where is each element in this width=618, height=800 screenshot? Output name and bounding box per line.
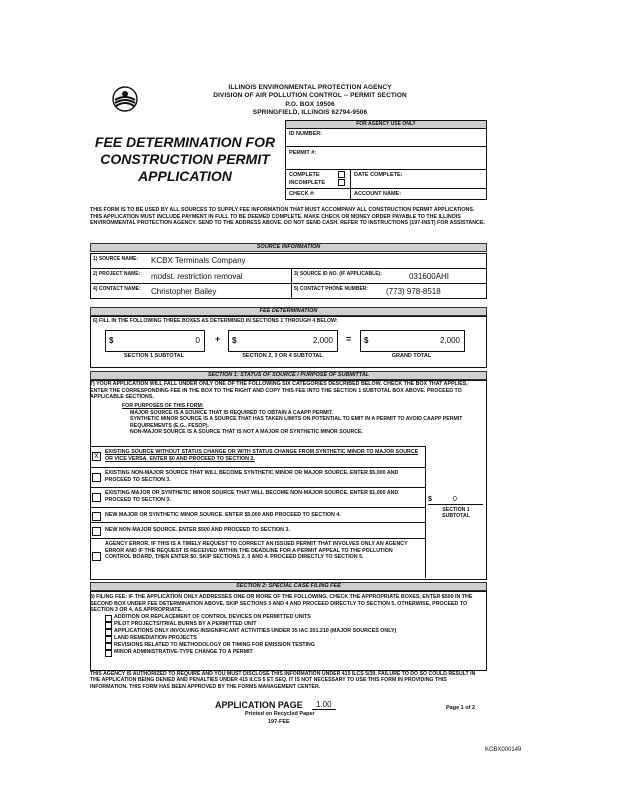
- dollar-sign-1: $: [109, 336, 114, 345]
- intro-text: THIS FORM IS TO BE USED BY ALL SOURCES TO SUPPLY FEE INFORMATION THAT MUST ACCOMPANY ALL CONSTRUCTION PERMIT APPLICATIONS. THIS APPLICATION MUST INCLUDE PAYMENT IN FULL TO BE DEEMED COMPLETE. MAKE CHECK OR MONEY ORDER PAYABLE TO THE ILLINOIS ENVIRONMENTAL PROTECTION AGENCY. SEND TO THE ADDRESS ABOVE. DO NOT SEND CASH. REFER TO INSTRUCTIONS (197-INST) FOR ASSISTANCE.: [90, 207, 485, 227]
- complete-label: COMPLETE: [289, 172, 320, 178]
- emission-testing-item: REVISIONS RELATED TO METHODOLOGY OR TIMING FOR EMISSION TESTING: [114, 642, 315, 648]
- permit-label: PERMIT #:: [289, 150, 317, 156]
- complete-checkbox[interactable]: [338, 171, 345, 178]
- grand-total-caption: GRAND TOTAL: [391, 353, 432, 359]
- check-number-label: CHECK #:: [289, 191, 315, 197]
- contact-phone-label: 5) CONTACT PHONE NUMBER:: [294, 286, 369, 292]
- header-line-3: P.O. BOX 19506: [285, 100, 335, 108]
- application-page-value[interactable]: 1.00: [312, 700, 336, 710]
- plus-sign: +: [215, 334, 221, 344]
- source-info-bar: SOURCE INFORMATION: [90, 243, 487, 252]
- header-line-2: DIVISION OF AIR POLLUTION CONTROL -- PERMIT SECTION: [213, 92, 407, 100]
- source-name-row: [90, 253, 487, 269]
- contact-row: [90, 283, 487, 299]
- status-intro: 7) YOUR APPLICATION WILL FALL UNDER ONLY ONE OF THE FOLLOWING SIX CATEGORIES DESCRIBED BELOW. CHECK THE BOX THAT APPLIES, ENTER THE CORRESPONDING FEE IN THE BOX TO THE RIGHT AND COPY THIS FEE INTO THE SECTION 1 SUBTOTAL BOX ABOVE. PROCEED TO APPLICABLE SECTIONS.: [90, 381, 468, 401]
- option-agency-error: AGENCY ERROR. IF THIS IS A TIMELY REQUEST TO CORRECT AN ISSUED PERMIT THAT INVOLVES ONLY AN AGENCY ERROR AND IF THE REQUEST IS RECEIVED WITHIN THE DEADLINE FOR A PERMIT APPEAL TO THE POLLUTION CONTROL BOARD, THEN ENTER $0. SKIP SECTIONS 2, 3 AND 4. PROCEED DIRECTLY TO SECTION 5.: [105, 541, 408, 561]
- land-remediation-item: LAND REMEDIATION PROJECTS: [114, 635, 197, 641]
- option-existing-no-change: EXISTING SOURCE WITHOUT STATUS CHANGE OR WITH STATUS CHANGE FROM SYNTHETIC MINOR TO MAJOR SOURCE OR VICE VERSA. ENTER $0 AND PROCEED TO SECTION 2.: [105, 449, 419, 462]
- bates-number: KCBX000149: [485, 747, 522, 753]
- land-remediation-checkbox[interactable]: [105, 636, 112, 643]
- recycled-paper-note: Printed on Recycled Paper: [245, 711, 315, 717]
- synthetic-minor-definition: SYNTHETIC MINOR SOURCE IS A SOURCE THAT HAS TAKEN LIMITS ON POTENTIAL TO EMIT IN A PERMIT TO AVOID CAAPP PERMIT REQUIREMENTS (E.G., FESOP).: [130, 416, 463, 429]
- option-new-major-checkbox[interactable]: [92, 512, 101, 521]
- option-new-nonmajor-checkbox[interactable]: [92, 527, 101, 536]
- source-id-value[interactable]: 031600AHI: [409, 272, 450, 281]
- grand-total-value: 2,000: [439, 336, 460, 345]
- filing-fee-intro: 8) FILING FEE: IF THE APPLICATION ONLY ADDRESSES ONE OR MORE OF THE FOLLOWING, CHECK THE APPROPRIATE BOXES, ENTER $500 IN THE SECOND BOX UNDER FEE DETERMINATION ABOVE, SKIP SECTIONS 3 AND 4 AND PROCEED DIRECTLY TO SECTION 5. OTHERWISE, PROCEED TO SECTION 3 OR 4, AS APPROPRIATE.: [90, 594, 473, 614]
- account-name-label: ACCOUNT NAME:: [354, 191, 402, 197]
- project-name-value[interactable]: modst. restriction removal: [151, 272, 243, 281]
- title-line-1: FEE DETERMINATION FOR: [94, 133, 276, 150]
- project-name-label: 2) PROJECT NAME:: [93, 271, 141, 277]
- contact-phone-value[interactable]: (773) 978-8518: [386, 287, 441, 296]
- title-line-2: CONSTRUCTION PERMIT: [100, 150, 270, 167]
- page-of: Page 1 of 2: [446, 705, 476, 711]
- agency-use-bar: FOR AGENCY USE ONLY: [286, 121, 486, 129]
- insignificant-activities-checkbox[interactable]: [105, 629, 112, 636]
- id-number-label: ID NUMBER:: [289, 131, 322, 137]
- s1-subtotal-value[interactable]: 0: [453, 496, 457, 503]
- equals-sign: =: [346, 334, 352, 344]
- form-code: 197-FEE: [268, 719, 290, 725]
- grand-total-box[interactable]: [360, 330, 465, 352]
- insignificant-activities-item: APPLICATIONS ONLY INVOLVING INSIGNIFICANT ACTIVITIES UNDER 35 IAC 201.210 (MAJOR SOURCES ONLY): [114, 628, 397, 634]
- non-major-definition: NON-MAJOR SOURCE IS A SOURCE THAT IS NOT A MAJOR OR SYNTHETIC MINOR SOURCE.: [130, 429, 363, 436]
- header-line-4: SPRINGFIELD, ILLINOIS 62794-9506: [252, 108, 368, 116]
- special-case-bar: SECTION 2: SPECIAL CASE FILING FEE: [90, 582, 487, 591]
- s1-subtotal-caption: SECTION 1 SUBTOTAL: [442, 507, 470, 519]
- option-existing-no-change-checkbox[interactable]: X: [92, 452, 101, 461]
- pilot-projects-item: PILOT PROJECTS/TRIAL BURNS BY A PERMITTED UNIT: [114, 621, 257, 627]
- status-of-source-bar: SECTION 1: STATUS OF SOURCE / PURPOSE OF SUBMITTAL: [90, 371, 487, 380]
- minor-admin-checkbox[interactable]: [105, 650, 112, 657]
- option-major-to-nonmajor-checkbox[interactable]: [92, 493, 101, 502]
- source-name-value[interactable]: KCBX Terminals Company: [151, 256, 246, 265]
- section1-subtotal-caption: SECTION 1 SUBTOTAL: [124, 353, 184, 359]
- definitions-list: [130, 410, 480, 436]
- contact-name-label: 4) CONTACT NAME:: [93, 286, 141, 292]
- option-major-to-nonmajor: EXISTING MAJOR OR SYNTHETIC MINOR SOURCE THAT WILL BECOME NON-MAJOR SOURCE. ENTER $1,000 AND PROCEED TO SECTION 3.: [105, 490, 399, 503]
- header-line-1: ILLINOIS ENVIRONMENTAL PROTECTION AGENCY: [228, 84, 392, 91]
- control-devices-item: ADDITION OR REPLACEMENT OF CONTROL DEVICES ON PERMITTED UNITS: [114, 614, 311, 620]
- application-page-label: APPLICATION PAGE: [215, 700, 303, 710]
- incomplete-checkbox[interactable]: [338, 179, 345, 186]
- pilot-projects-checkbox[interactable]: [105, 622, 112, 629]
- control-devices-checkbox[interactable]: [105, 615, 112, 622]
- fee-instruction: 6) FILL IN THE FOLLOWING THREE BOXES AS DETERMINED IN SECTIONS 1 THROUGH 4 BELOW:: [93, 318, 338, 324]
- s1-dollar: $: [428, 496, 432, 503]
- emission-testing-checkbox[interactable]: [105, 643, 112, 650]
- project-row: [90, 268, 487, 284]
- minor-admin-item: MINOR ADMINISTRATIVE-TYPE CHANGE TO A PERMIT: [114, 649, 253, 655]
- section2-subtotal-box[interactable]: [228, 330, 338, 352]
- option-agency-error-checkbox[interactable]: [92, 552, 101, 561]
- major-source-definition: MAJOR SOURCE IS A SOURCE THAT IS REQUIRED TO OBTAIN A CAAPP PERMIT.: [130, 410, 333, 416]
- agency-header: [120, 84, 500, 117]
- contact-name-value[interactable]: Christopher Bailey: [151, 287, 217, 296]
- option-new-nonmajor: NEW NON-MAJOR SOURCE. ENTER $500 AND PROCEED TO SECTION 3.: [105, 527, 290, 533]
- section2-subtotal-caption: SECTION 2, 3 OR 4 SUBTOTAL: [242, 353, 323, 359]
- agency-use-box: [285, 120, 487, 200]
- option-new-major: NEW MAJOR OR SYNTHETIC MINOR SOURCE. ENTER $5,000 AND PROCEED TO SECTION 4.: [105, 512, 341, 518]
- section1-subtotal-box[interactable]: [105, 330, 205, 352]
- option-nonmajor-to-major: EXISTING NON-MAJOR SOURCE THAT WILL BECOME SYNTHETIC MINOR OR MAJOR SOURCE. ENTER $5,000 AND PROCEED TO SECTION 3.: [105, 470, 399, 483]
- fee-determination-bar: FEE DETERMINATION: [90, 307, 487, 316]
- dollar-sign-2: $: [232, 336, 237, 345]
- option-nonmajor-to-major-checkbox[interactable]: [92, 473, 101, 482]
- source-name-label: 1) SOURCE NAME:: [93, 256, 139, 262]
- source-id-label: 3) SOURCE ID NO. (IF APPLICABLE):: [294, 271, 382, 277]
- date-complete-label: DATE COMPLETE:: [354, 172, 403, 178]
- section2-subtotal-value: 2,000: [312, 336, 333, 345]
- legal-notice: THIS AGENCY IS AUTHORIZED TO REQUIRE AND YOU MUST DISCLOSE THIS INFORMATION UNDER 415 ILCS 5/39. FAILURE TO DO SO COULD RESULT IN THE APPLICATION BEING DENIED AND PENALTIES UNDER 415 ILCS 5 ET SEQ. IT IS NOT NECESSARY TO USE THIS FORM IN PROVIDING THIS INFORMATION. THIS FORM HAS BEEN APPROVED BY THE FORMS MANAGEMENT CENTER.: [90, 671, 476, 690]
- title-line-3: APPLICATION: [138, 167, 232, 184]
- incomplete-label: INCOMPLETE: [289, 180, 326, 186]
- section1-subtotal-value: 0: [195, 336, 200, 345]
- dollar-sign-3: $: [364, 336, 369, 345]
- purposes-heading: FOR PURPOSES OF THIS FORM:: [122, 403, 204, 409]
- form-title: [90, 120, 280, 198]
